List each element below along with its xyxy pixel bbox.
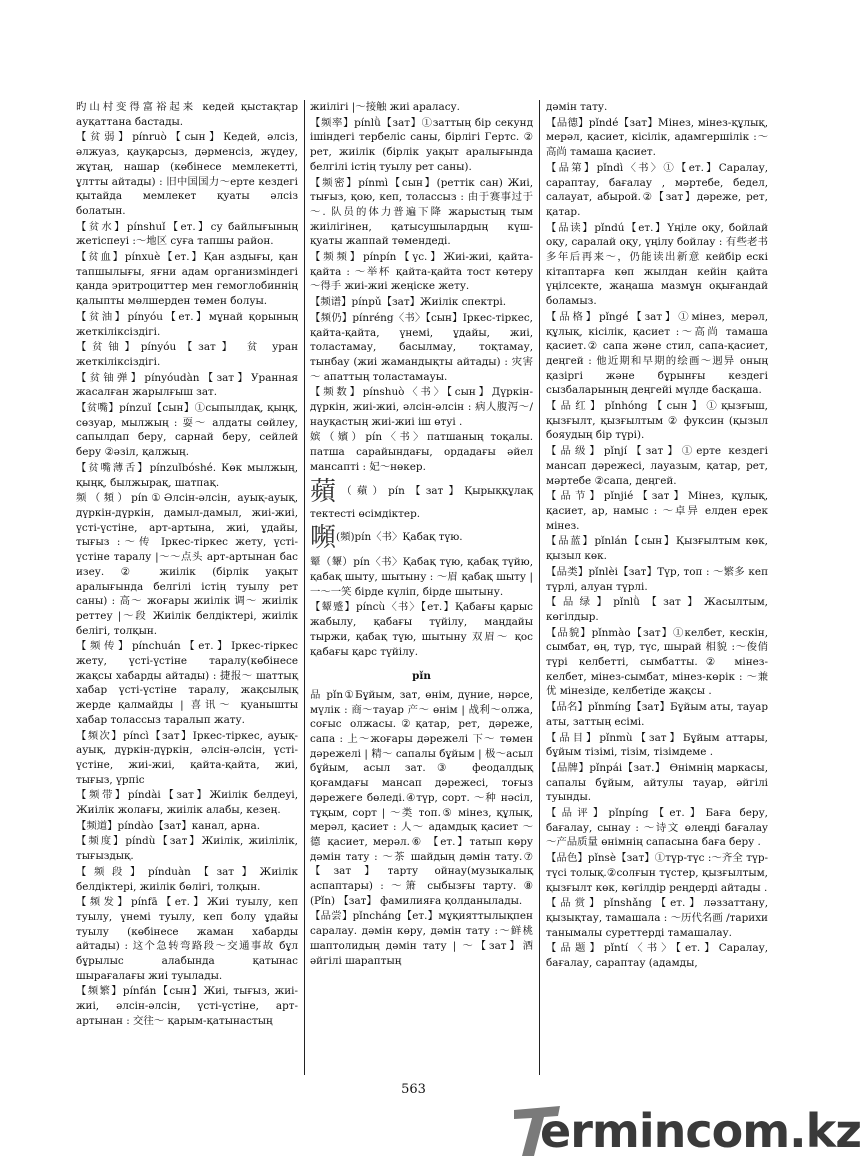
page-number: 563 bbox=[401, 1082, 426, 1097]
dictionary-entry: 【品貌】pǐnmào【зат】①келбет, кескін, сымбат, өң, түр, түс, шырай 相貌 :～俊俏 түрі келбетті, сымбатты.② мінез-келбет, мінез-сымбат, мінез-көрік : ～兼优 мінезіде, келбетіде жақсы . bbox=[546, 626, 768, 698]
dictionary-entry: 【频度】píndù【зат】Жиілік, жиілілік, тығыздық. bbox=[76, 835, 298, 863]
watermark-text: ermincom.kz bbox=[540, 1104, 861, 1158]
dictionary-entry: 品 pǐn①Бұйым, зат, өнім, дүние, нәрсе, мүлік : 商～тауар 产～ өнім | 战利～олжа, соғыс олжасы.②қатар, рет, дәреже, сапа : 上～жоғары дәрежелі 下～ төмен дәрежелі | 精～ сапалы бұйым | 极～асыл бұйым, асыл зат.③ феодалдық қоғамдағы мансап дәрежесі, тоғыз дәрежеге бөледі.④түр, сорт. ～种 нәсіл, тұқым, сорт | ～类 топ.⑤ мінез, құлық, мерәл, қасиет : 人～ адамдық қасиет ～德 қасиет, мерәл.⑥ 【ет.】татып көру дәмін тату : ～茶 шайдың дәмін тату.⑦【зат】тарту ойнау(музыкалық аспаптары) : ～箫 сыбызғы тарту. ⑧ (Pǐn) 【зат】 фамилияға қолданылады. bbox=[310, 688, 533, 907]
dictionary-entry: 【贫弱】pínruò【сын】Кедей, әлсіз, әлжуаз, қауқарсыз, дәрменсіз, жүдеу, жұтаң, нашар (көбінесе мемлекетті, ұлтты айтады) : 旧中国国力～ерте кездегі қытайда мемлекет қуаты әлсіз болатын. bbox=[76, 131, 298, 217]
column-middle bbox=[310, 100, 533, 969]
dictionary-entry: 【贫水】pínshuǐ【ет.】су байлығының жетіспеуі :～地区 суға тапшы район. bbox=[76, 220, 298, 248]
dictionary-entry: 【贫油】pínyóu【ет.】мұнай қорының жеткіліксіздігі. bbox=[76, 310, 298, 338]
dictionary-entry: 【品题】pǐntí〈书〉【ет.】Саралау, бағалау, сараптау (адамды, bbox=[546, 942, 768, 970]
dictionary-entry: 【品绿】pǐnlǜ【зат】Жасылтым, көгілдыр. bbox=[546, 596, 768, 623]
dictionary-entry: 【频仍】pínréng〈书〉【сын】Іркес-тіркес, қайта-қайта, үнемі, ұдайы, жиі, толастамау, басылмау, тоқтамау, тынбау (жиі жамандықты айтады) : 灾害～ апаттың толастамауы. bbox=[310, 311, 533, 383]
headword-large-glyph: 嚬 bbox=[310, 523, 337, 554]
dictionary-entry: 旳山村变得富裕起来 кедей қыстақтар ауқаттана бастады. bbox=[76, 101, 298, 128]
dictionary-entry: 【频密】pínmì【сын】(реттік сан) Жиі, тығыз, қою, кеп, толассыз : 由于赛事过于～. 队员的体力普遍下降 жарыстың тым жиілігінен, қатысушылардың күш-қуаты жаппай төмендеді. bbox=[310, 176, 533, 248]
dictionary-entry: 【品评】pǐnpíng【ет.】Баға беру, бағалау, сынау : ～诗文 өлеңді бағалау ～产品质量 өнімнің сапасына баға беру . bbox=[546, 807, 768, 849]
dictionary-entry: 【贫铀弹】pínyóudàn【зат】Уранная жасалған жарылғыш зат. bbox=[76, 371, 298, 399]
dictionary-entry: 【贫嘴】pínzuǐ【сын】①сыпылдақ, қыңқ, сөзуар, мылжың : 耍～ алдаты сөйлеу, сапылдап беру, сарнай беру, сейлей беру ②әзіл, қалжың. bbox=[76, 402, 298, 459]
dictionary-entry: 【颦蹙】píncù〈书〉【ет.】Қабағы қарыс жабылу, қабағы түйілу, маңдайы тыржи, қабақ түю, шытыну 双眉～ қос қабағы қарс түйілу. bbox=[310, 601, 533, 658]
dictionary-entry: 【品第】pǐndì〈书〉①【ет.】Саралау, сараптау, бағалау , мәртебе, бедел, салауат, абырой.②【зат】дәреже, рет, қатар. bbox=[546, 161, 768, 218]
dictionary-entry: 【品名】pǐnmíng【зат】Бұйым аты, тауар аты, заттың есімі. bbox=[546, 701, 768, 728]
dictionary-entry: 【频道】píndào【зат】канал, арна. bbox=[76, 819, 261, 832]
dictionary-entry: 【品格】pǐngé【зат】①мінез, мерәл, құлық, кісілік, қасиет :～高尚 тамаша қасиет.② сапа және стил, сапа-қасиет, деңгей : 他近期和早期的绘画～迥异 оның қазіргі және бұрынғы кездегі сызбаларының деңгейі мүлде басқаша. bbox=[546, 310, 768, 397]
dictionary-entry: 【品节】pǐnjié【зат】Мінез, құлық, қасиет, ар, намыс : ～卓异 елден ерек мінез. bbox=[546, 490, 768, 532]
column-right bbox=[546, 100, 768, 972]
headword-large-glyph: 蘋 bbox=[310, 476, 342, 507]
dictionary-entry: 【品赏】pǐnshǎng【ет.】ләззаттану, қызықтау, тамашала : ～历代名画 /тарихи танымалы суреттерді тамашалау. bbox=[546, 897, 768, 939]
dictionary-entry: 【品级】pǐnjí【зат】①ерте кездегі мансап дәрежесі, лауазым, қатар, рет, мәртебе ②сапа, деңгей. bbox=[546, 445, 768, 487]
dictionary-entry: 【贫嘴薄舌】pínzuǐbóshé. Көк мылжың, қыңқ, былжырақ, шатпақ. bbox=[76, 461, 298, 489]
column-divider bbox=[304, 100, 305, 1075]
dictionary-entry: 嫔（嬪）pín〈书〉патшаның тоқалы. патша сарайындағы, ордадағы әйел мансапті : 妃～нөкер. bbox=[310, 431, 533, 473]
dictionary-entry: 【品类】pǐnlèi【зат】Түр, топ : ～繁多 кеп түрлі, алуан түрлі. bbox=[546, 565, 768, 593]
dictionary-entry: 【品目】pǐnmù【зат】Бұйым аттары, бұйым тізімі, тізім, тізімдеме . bbox=[546, 731, 768, 759]
dictionary-entry: 【品德】pǐndé【зат】Мінез, мінез-құлық, мерәл, қасиет, кісілік, адамгершілік :～高尚 тамаша қасиет. bbox=[546, 116, 768, 159]
dictionary-entry: 【频繁】pínfán【сын】Жиі, тығыз, жиі-жиі, әлсін-әлсін, үсті-үстіне, арт-артынан : 交往～ қарым-қатынастың bbox=[76, 985, 298, 1027]
dictionary-entry: 【品色】pǐnsè【зат】①түр-түс :～齐全 түр-түсі толық.②солғын түстер, қызғылтым, қызғылт көк, көгілдір реңдерді айтады . bbox=[546, 852, 768, 894]
dictionary-entry: 频（頻）pín①Әлсін-әлсін, ауық-ауық, дүркін-дүркін, дамыл-дамыл, жиі-жиі, үсті-үстіне, арт-артына, жиі, ұдайы, тығыз :～传 Іркес-тіркес жету, үсті-үстіне таралу |～～点头 арт-артынан бас изеу. ② жиілік (бірлік уақыт аралығында белгілі істің туылу рет саны) : 高～ жоғары жиілік 调～ жиілік реттеу |～段 Жиілік белдіктері, жиілік белігі, толқын. bbox=[76, 492, 298, 637]
dictionary-entry: 【品红】pǐnhóng【сын】①қызғыш, қызғылт, қызғылтым ② фуксин (қызыл бояудың бір түрі). bbox=[546, 400, 768, 442]
dictionary-entry: 【贫铀】pínyóu【зат】 贫 уран жеткіліксіздігі. bbox=[76, 341, 298, 368]
dictionary-entry: 【频带】píndài【зат】Жиілік белдеуі, Жиілік жолағы, жиілік алабы, кезең. bbox=[76, 789, 298, 817]
termincom-watermark-logo bbox=[510, 1100, 861, 1160]
dictionary-entry: 【频段】pínduàn【зат】Жиілік белдіктері, жиілік бөлігі, толқын. bbox=[76, 865, 298, 893]
dictionary-entry: 【频发】pínfā【ет.】Жиі туылу, кеп туылу, үнемі туылу, кеп болу ұдайы туылу (көбінесе жаман хабарды айтады) : 这个急转弯路段～交通事故 бұл бұрылыс алабында қатынас шырағалағы жиі туылады. bbox=[76, 896, 298, 982]
dictionary-entry: 【品尝】pǐncháng【ет.】мұқияттылықпен саралау. дәмін көру, дәмін тату :～鲜桃 шаптолидың дәмін тату | ～【зат】酒 әйгілі шараптың bbox=[310, 910, 533, 967]
dictionary-entry: 【频数】pínshuò〈书〉【сын】Дүркін-дүркін, жиі-жиі, әлсін-әлсін : 病人腹泻～/ науқастың жиі-жиі іш өтуі . bbox=[310, 386, 533, 428]
dictionary-entry: жиілігі |～接触 жиі араласу. bbox=[310, 101, 460, 113]
section-heading: pǐn bbox=[412, 670, 431, 683]
dictionary-entry: 【频率】pínlǜ【зат】①заттың бір секунд ішіндегі тербеліс саны, бірлігі Гертс. ② рет, жиілік (бірлік уақыт аралығында белгілі істің туылу рет саны). bbox=[310, 116, 533, 173]
dictionary-entry bbox=[310, 477, 533, 522]
column-left bbox=[76, 100, 298, 1030]
dictionary-entry: 颦（顰）pín〈书〉Қабақ түю, қабақ түйю, қабақ шыту, шытыну : ～眉 қабақ шыту | 一～一笑 бірде күліп, бірде шытыну. bbox=[310, 556, 533, 598]
dictionary-entry: 【频次】píncì【зат】Іркес-тіркес, ауық-ауық, дүркін-дүркін, әлсін-әлсін, үсті-үстіне, жиі-жиі, қайта-қайта, жиі, тығыз, үрпіс bbox=[76, 729, 298, 786]
dictionary-entry: 【品读】pǐndú【ет.】Үңіле оқу, бойлай оқу, саралай оқу, үңілу бойлау : 有些老书多年后再来～，仍能读出新意 кейбір ескі кітаптарға көп жылдан кейін қайта үңілсекте, жаңаша мазмұн оқығандай боламыз. bbox=[546, 221, 768, 308]
dictionary-entry bbox=[310, 523, 533, 553]
dictionary-entry: 【品牌】pǐnpái【зат.】 Өнімнің маркасы, сапалы бұйым, айтулы тауар, әйгілі туынды. bbox=[546, 761, 768, 804]
dictionary-entry: дәмін тату. bbox=[546, 101, 608, 113]
dictionary-entry: 【贫血】pínxuè【ет.】Қан аздығы, қан тапшылығы, яғни адам организміндегі қанда эритроциттер мен гемоглобиннің қалыпты мөлшерден төмен болуы. bbox=[76, 251, 298, 308]
entry-text: （蘋）pín【зат】Қырыққұлақ тектесті өсімдіктер. bbox=[310, 484, 533, 520]
dictionary-entry: 【频传】pínchuán【ет.】Іркес-тіркес жету, үсті-үстіне таралу(көбінесе жақсы хабарды айтады) : 捷报～ шаттық хабар үсті-үстіне таралу, жақсылық жерде қалмайды | 喜讯～ қуанышты хабар толассыз таралып жату. bbox=[76, 640, 298, 726]
entry-text: (頻)pín〈书〉Қабақ түю. bbox=[336, 531, 463, 544]
dictionary-entry: 【频频】pínpín【үс.】Жиі-жиі, қайта-қайта : ～举杯 қайта-қайта тост көтеру ～得手 жиі-жиі жеңіске жету. bbox=[310, 251, 533, 293]
dictionary-entry: 【品蓝】pǐnlán【сын】Қызғылтым көк, қызыл көк. bbox=[546, 535, 768, 563]
dictionary-entry: 【频谱】pínpǔ【зат】Жиілік спектрі. bbox=[310, 296, 507, 309]
column-divider bbox=[539, 100, 540, 1075]
